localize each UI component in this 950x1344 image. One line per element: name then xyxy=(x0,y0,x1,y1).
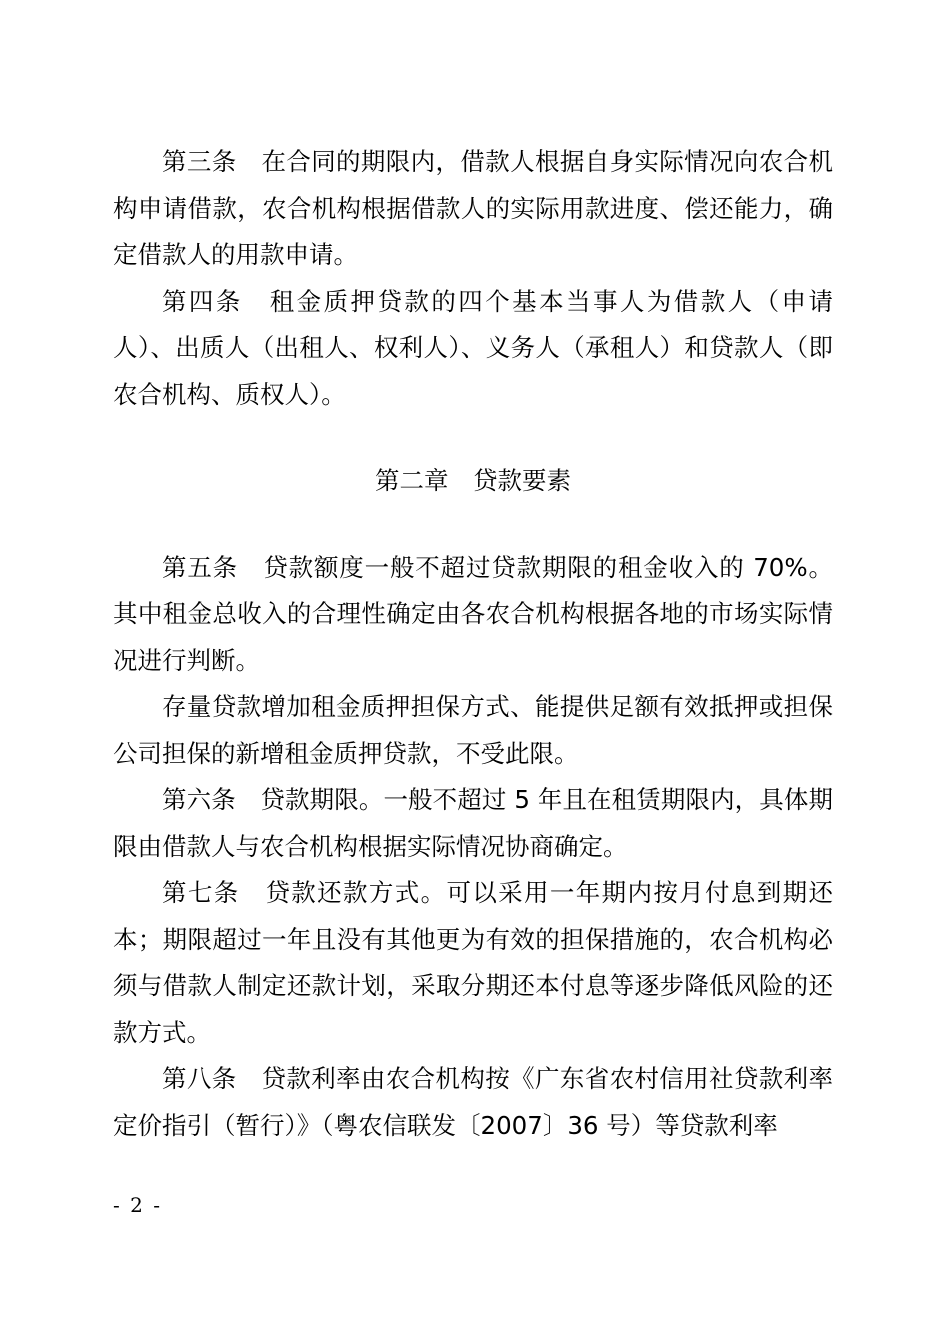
article-5-paragraph: 第五条 贷款额度一般不超过贷款期限的租金收入的 70%。其中租金总收入的合理性确定由各农合机构根据各地的市场实际情况进行判断。 xyxy=(113,552,833,675)
article-3-paragraph: 第三条 在合同的期限内，借款人根据自身实际情况向农合机构申请借款，农合机构根据借款人的实际用款进度、偿还能力，确定借款人的用款申请。 xyxy=(113,147,833,269)
article-7-paragraph: 第七条 贷款还款方式。可以采用一年期内按月付息到期还本；期限超过一年且没有其他更为有效的担保措施的，农合机构必须与借款人制定还款计划，采取分期还本付息等逐步降低风险的还款方式。 xyxy=(113,878,833,1047)
article-8-paragraph: 第八条 贷款利率由农合机构按《广东省农村信用社贷款利率定价指引（暂行）》（粤农信联发〔2007〕36 号）等贷款利率 xyxy=(113,1064,833,1140)
chapter-title: 第二章 贷款要素 xyxy=(375,466,571,495)
article-4-paragraph: 第四条 租金质押贷款的四个基本当事人为借款人（申请人）、出质人（出租人、权利人）、义务人（承租人）和贷款人（即农合机构、质权人）。 xyxy=(113,286,833,409)
article-6-paragraph: 第六条 贷款期限。一般不超过 5 年且在租赁期限内，具体期限由借款人与农合机构根据实际情况协商确定。 xyxy=(113,785,833,861)
document-body xyxy=(113,139,833,1149)
article-5-sub-paragraph: 存量贷款增加租金质押担保方式、能提供足额有效抵押或担保公司担保的新增租金质押贷款，不受此限。 xyxy=(113,692,833,768)
page-number: - 2 - xyxy=(113,1193,162,1217)
